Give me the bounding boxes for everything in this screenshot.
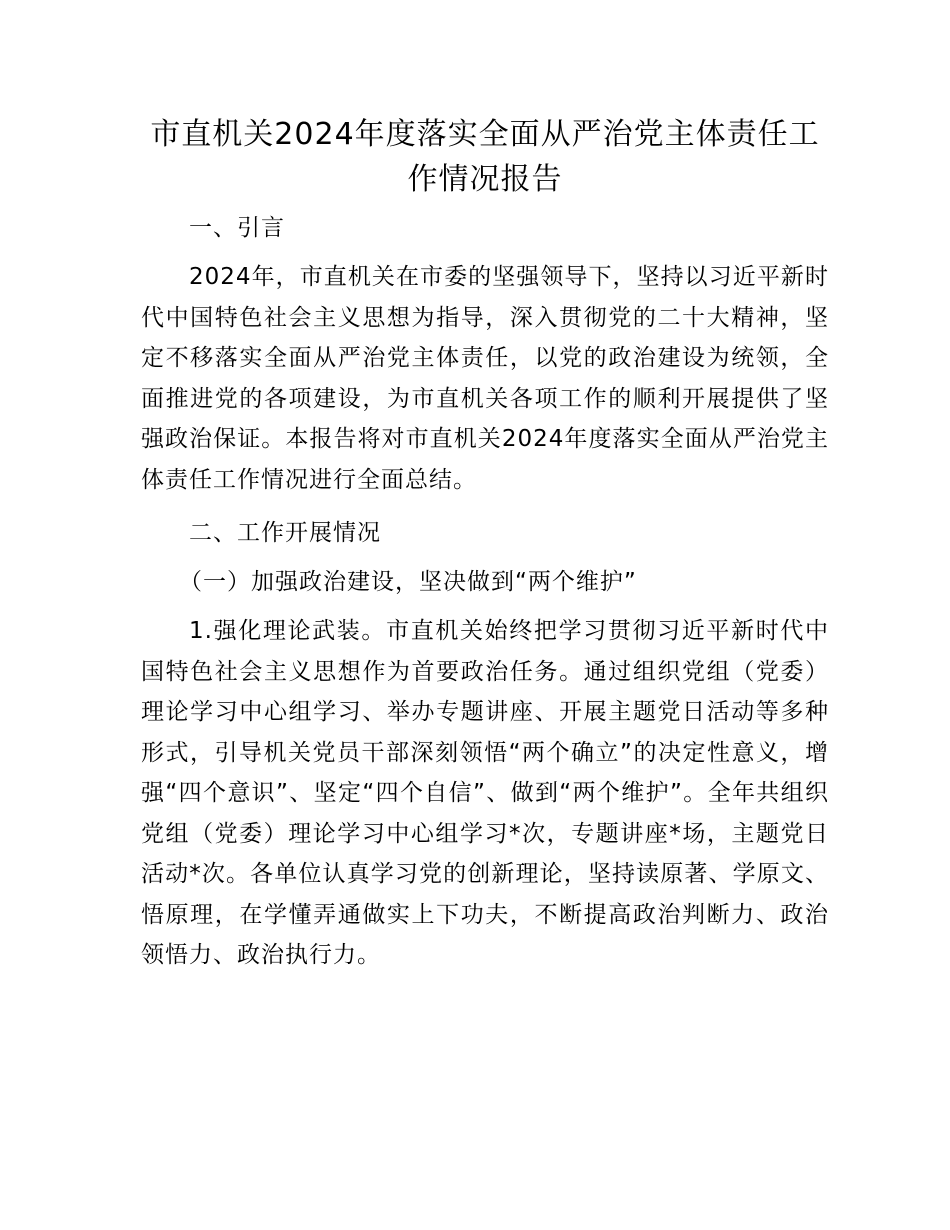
intro-paragraph: 2024年，市直机关在市委的坚强领导下，坚持以习近平新时代中国特色社会主义思想为指导，深入贯彻党的二十大精神，坚定不移落实全面从严治党主体责任，以党的政治建设为统领，全面推进党的各项建设，为市直机关各项工作的顺利开展提供了坚强政治保证。本报告将对市直机关2024年度落实全面从严治党主体责任工作情况进行全面总结。 <box>141 264 829 493</box>
section-heading-intro: 一、引言 <box>189 215 285 241</box>
item1-paragraph: 1.强化理论武装。市直机关始终把学习贯彻习近平新时代中国特色社会主义思想作为首要政治任务。通过组织党组（党委）理论学习中心组学习、举办专题讲座、开展主题党日活动等多种形式，引导机关党员干部深刻领悟“两个确立”的决定性意义，增强“四个意识”、坚定“四个自信”、做到“两个维护”。全年共组织党组（党委）理论学习中心组学习*次，专题讲座*场，主题党日活动*次。各单位认真学习党的创新理论，坚持读原著、学原文、悟原理，在学懂弄通做实上下功夫，不断提高政治判断力、政治领悟力、政治执行力。 <box>141 618 829 968</box>
document-title: 市直机关2024年度落实全面从严治党主体责任工作情况报告 <box>150 117 820 197</box>
document-body <box>141 112 829 976</box>
section-heading-work: 二、工作开展情况 <box>189 520 381 546</box>
subsection-heading-political: （一）加强政治建设，坚决做到“两个维护” <box>179 569 637 595</box>
